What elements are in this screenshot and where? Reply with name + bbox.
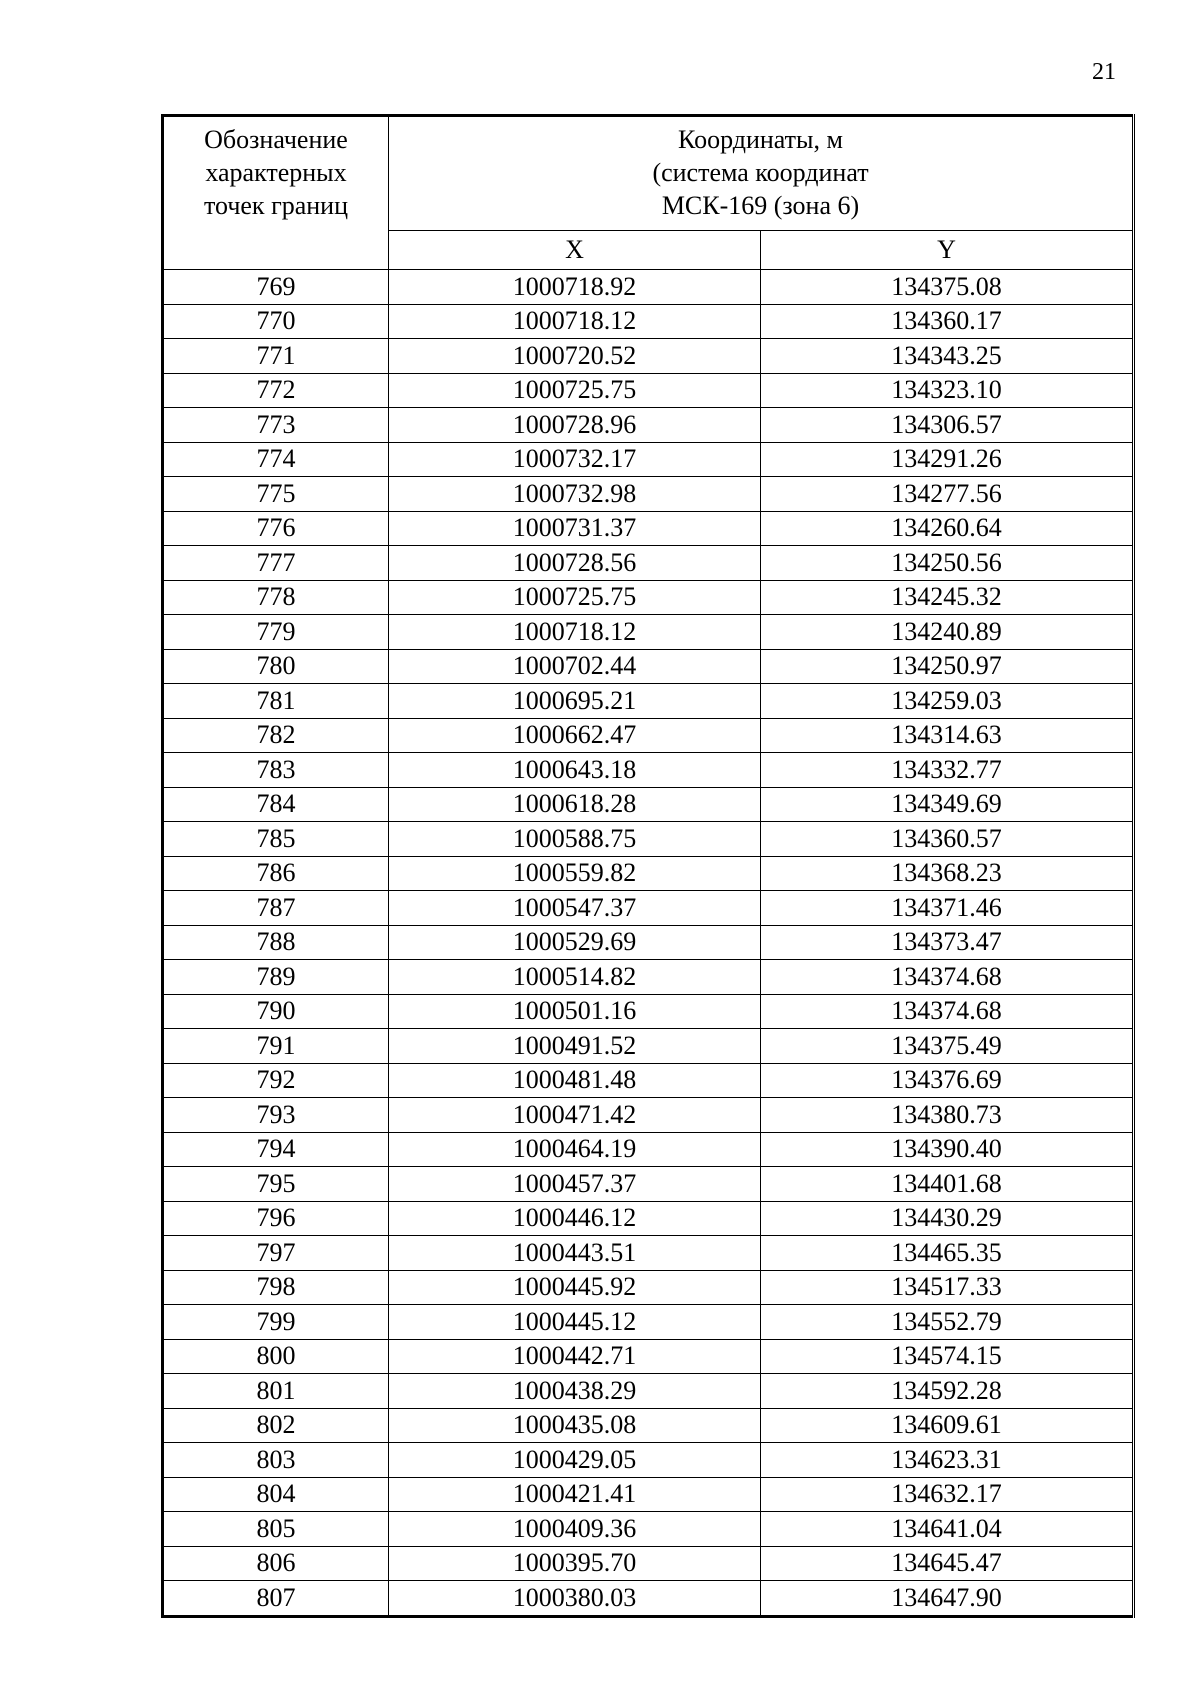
table-row <box>163 822 1134 857</box>
point-number-cell: 803 <box>163 1443 389 1478</box>
y-coordinate-cell: 134245.32 <box>761 580 1134 615</box>
header-row <box>163 116 1134 231</box>
coords-header-line: Координаты, м <box>678 125 843 154</box>
x-coordinate-cell: 1000702.44 <box>389 649 761 684</box>
point-number-cell: 785 <box>163 822 389 857</box>
x-coordinate-cell: 1000725.75 <box>389 580 761 615</box>
x-coordinate-cell: 1000720.52 <box>389 339 761 374</box>
x-coordinate-cell: 1000443.51 <box>389 1236 761 1271</box>
table-row <box>163 1374 1134 1409</box>
y-coordinate-cell: 134374.68 <box>761 994 1134 1029</box>
table-row <box>163 1546 1134 1581</box>
x-coordinate-cell: 1000435.08 <box>389 1408 761 1443</box>
table-row <box>163 373 1134 408</box>
x-coordinate-cell: 1000559.82 <box>389 856 761 891</box>
y-coordinate-cell: 134376.69 <box>761 1063 1134 1098</box>
table-row <box>163 1167 1134 1202</box>
point-number-cell: 791 <box>163 1029 389 1064</box>
x-coordinate-cell: 1000491.52 <box>389 1029 761 1064</box>
x-coordinate-cell: 1000446.12 <box>389 1201 761 1236</box>
y-coordinate-cell: 134375.49 <box>761 1029 1134 1064</box>
table-row <box>163 787 1134 822</box>
y-coordinate-cell: 134373.47 <box>761 925 1134 960</box>
table-row <box>163 477 1134 512</box>
coords-header-line: МСК-169 (зона 6) <box>661 191 860 220</box>
x-coordinate-cell: 1000501.16 <box>389 994 761 1029</box>
y-coordinate-cell: 134360.17 <box>761 304 1134 339</box>
table-row <box>163 339 1134 374</box>
point-number-cell: 789 <box>163 960 389 995</box>
y-coordinate-cell: 134368.23 <box>761 856 1134 891</box>
table-row <box>163 1408 1134 1443</box>
x-coordinate-cell: 1000718.12 <box>389 615 761 650</box>
y-coordinate-cell: 134259.03 <box>761 684 1134 719</box>
point-number-cell: 776 <box>163 511 389 546</box>
point-number-cell: 779 <box>163 615 389 650</box>
y-coordinate-cell: 134375.08 <box>761 270 1134 305</box>
table-row <box>163 649 1134 684</box>
y-coordinate-cell: 134465.35 <box>761 1236 1134 1271</box>
y-coordinate-cell: 134323.10 <box>761 373 1134 408</box>
x-coordinate-cell: 1000457.37 <box>389 1167 761 1202</box>
point-number-cell: 792 <box>163 1063 389 1098</box>
point-number-cell: 794 <box>163 1132 389 1167</box>
coordinates-table <box>161 114 1135 1618</box>
table-row <box>163 856 1134 891</box>
x-axis-header: X <box>389 231 761 270</box>
table-row <box>163 925 1134 960</box>
y-coordinate-cell: 134314.63 <box>761 718 1134 753</box>
y-coordinate-cell: 134632.17 <box>761 1477 1134 1512</box>
table-row <box>163 718 1134 753</box>
x-coordinate-cell: 1000728.56 <box>389 546 761 581</box>
point-header-line: точек границ <box>203 191 349 220</box>
x-coordinate-cell: 1000588.75 <box>389 822 761 857</box>
table-row <box>163 994 1134 1029</box>
x-coordinate-cell: 1000732.17 <box>389 442 761 477</box>
point-number-cell: 788 <box>163 925 389 960</box>
x-coordinate-cell: 1000618.28 <box>389 787 761 822</box>
table-row <box>163 1132 1134 1167</box>
table-row <box>163 1236 1134 1271</box>
table-row <box>163 1443 1134 1478</box>
x-coordinate-cell: 1000464.19 <box>389 1132 761 1167</box>
y-coordinate-cell: 134250.97 <box>761 649 1134 684</box>
point-number-cell: 780 <box>163 649 389 684</box>
y-coordinate-cell: 134609.61 <box>761 1408 1134 1443</box>
point-number-cell: 772 <box>163 373 389 408</box>
y-coordinate-cell: 134306.57 <box>761 408 1134 443</box>
point-number-cell: 800 <box>163 1339 389 1374</box>
point-number-cell: 774 <box>163 442 389 477</box>
coords-header-line: (система координат <box>652 158 869 187</box>
point-number-cell: 773 <box>163 408 389 443</box>
x-coordinate-cell: 1000471.42 <box>389 1098 761 1133</box>
x-coordinate-cell: 1000445.12 <box>389 1305 761 1340</box>
x-coordinate-cell: 1000731.37 <box>389 511 761 546</box>
table-row <box>163 442 1134 477</box>
point-number-cell: 804 <box>163 1477 389 1512</box>
point-number-cell: 777 <box>163 546 389 581</box>
point-number-cell: 775 <box>163 477 389 512</box>
point-number-cell: 795 <box>163 1167 389 1202</box>
point-number-cell: 786 <box>163 856 389 891</box>
point-number-cell: 799 <box>163 1305 389 1340</box>
y-coordinate-cell: 134517.33 <box>761 1270 1134 1305</box>
y-coordinate-cell: 134430.29 <box>761 1201 1134 1236</box>
table-row <box>163 270 1134 305</box>
x-coordinate-cell: 1000445.92 <box>389 1270 761 1305</box>
y-coordinate-cell: 134623.31 <box>761 1443 1134 1478</box>
table-row <box>163 684 1134 719</box>
point-header-line: Обозначение <box>204 125 348 154</box>
y-coordinate-cell: 134343.25 <box>761 339 1134 374</box>
point-number-cell: 802 <box>163 1408 389 1443</box>
y-coordinate-cell: 134390.40 <box>761 1132 1134 1167</box>
x-coordinate-cell: 1000725.75 <box>389 373 761 408</box>
x-coordinate-cell: 1000442.71 <box>389 1339 761 1374</box>
point-number-cell: 797 <box>163 1236 389 1271</box>
table-row <box>163 615 1134 650</box>
y-coordinate-cell: 134250.56 <box>761 546 1134 581</box>
table-row <box>163 1581 1134 1617</box>
x-coordinate-cell: 1000732.98 <box>389 477 761 512</box>
point-number-cell: 782 <box>163 718 389 753</box>
point-header-line: характерных <box>205 158 347 187</box>
table-row <box>163 580 1134 615</box>
point-number-cell: 771 <box>163 339 389 374</box>
y-coordinate-cell: 134240.89 <box>761 615 1134 650</box>
x-coordinate-cell: 1000643.18 <box>389 753 761 788</box>
y-coordinate-cell: 134574.15 <box>761 1339 1134 1374</box>
y-axis-header: Y <box>761 231 1134 270</box>
point-designation-header <box>163 116 389 270</box>
y-coordinate-cell: 134645.47 <box>761 1546 1134 1581</box>
x-coordinate-cell: 1000547.37 <box>389 891 761 926</box>
table-row <box>163 1201 1134 1236</box>
table-row <box>163 960 1134 995</box>
y-coordinate-cell: 134277.56 <box>761 477 1134 512</box>
x-coordinate-cell: 1000395.70 <box>389 1546 761 1581</box>
y-coordinate-cell: 134291.26 <box>761 442 1134 477</box>
table-row <box>163 1339 1134 1374</box>
x-coordinate-cell: 1000718.92 <box>389 270 761 305</box>
point-number-cell: 801 <box>163 1374 389 1409</box>
coordinates-header <box>389 116 1134 231</box>
point-number-cell: 790 <box>163 994 389 1029</box>
table-row <box>163 891 1134 926</box>
table-header <box>163 116 1134 270</box>
y-coordinate-cell: 134260.64 <box>761 511 1134 546</box>
x-coordinate-cell: 1000718.12 <box>389 304 761 339</box>
point-number-cell: 778 <box>163 580 389 615</box>
y-coordinate-cell: 134360.57 <box>761 822 1134 857</box>
x-coordinate-cell: 1000380.03 <box>389 1581 761 1617</box>
x-coordinate-cell: 1000421.41 <box>389 1477 761 1512</box>
x-coordinate-cell: 1000409.36 <box>389 1512 761 1547</box>
table-row <box>163 304 1134 339</box>
x-coordinate-cell: 1000728.96 <box>389 408 761 443</box>
table-row <box>163 1477 1134 1512</box>
table-row <box>163 546 1134 581</box>
point-number-cell: 798 <box>163 1270 389 1305</box>
y-coordinate-cell: 134592.28 <box>761 1374 1134 1409</box>
y-coordinate-cell: 134647.90 <box>761 1581 1134 1617</box>
y-coordinate-cell: 134349.69 <box>761 787 1134 822</box>
table-row <box>163 1305 1134 1340</box>
point-number-cell: 784 <box>163 787 389 822</box>
table-row <box>163 511 1134 546</box>
point-number-cell: 769 <box>163 270 389 305</box>
table-row <box>163 1098 1134 1133</box>
table-row <box>163 1270 1134 1305</box>
point-number-cell: 806 <box>163 1546 389 1581</box>
point-number-cell: 770 <box>163 304 389 339</box>
table-row <box>163 1029 1134 1064</box>
x-coordinate-cell: 1000438.29 <box>389 1374 761 1409</box>
table-row <box>163 1063 1134 1098</box>
table-row <box>163 408 1134 443</box>
y-coordinate-cell: 134380.73 <box>761 1098 1134 1133</box>
point-number-cell: 783 <box>163 753 389 788</box>
y-coordinate-cell: 134641.04 <box>761 1512 1134 1547</box>
y-coordinate-cell: 134552.79 <box>761 1305 1134 1340</box>
y-coordinate-cell: 134374.68 <box>761 960 1134 995</box>
x-coordinate-cell: 1000529.69 <box>389 925 761 960</box>
table-row <box>163 753 1134 788</box>
point-number-cell: 781 <box>163 684 389 719</box>
x-coordinate-cell: 1000662.47 <box>389 718 761 753</box>
table-row <box>163 1512 1134 1547</box>
x-coordinate-cell: 1000481.48 <box>389 1063 761 1098</box>
x-coordinate-cell: 1000695.21 <box>389 684 761 719</box>
point-number-cell: 793 <box>163 1098 389 1133</box>
point-number-cell: 796 <box>163 1201 389 1236</box>
point-number-cell: 787 <box>163 891 389 926</box>
table-body <box>163 270 1134 1617</box>
y-coordinate-cell: 134401.68 <box>761 1167 1134 1202</box>
y-coordinate-cell: 134371.46 <box>761 891 1134 926</box>
point-number-cell: 807 <box>163 1581 389 1617</box>
x-coordinate-cell: 1000429.05 <box>389 1443 761 1478</box>
page-number: 21 <box>1092 59 1116 85</box>
y-coordinate-cell: 134332.77 <box>761 753 1134 788</box>
x-coordinate-cell: 1000514.82 <box>389 960 761 995</box>
point-number-cell: 805 <box>163 1512 389 1547</box>
